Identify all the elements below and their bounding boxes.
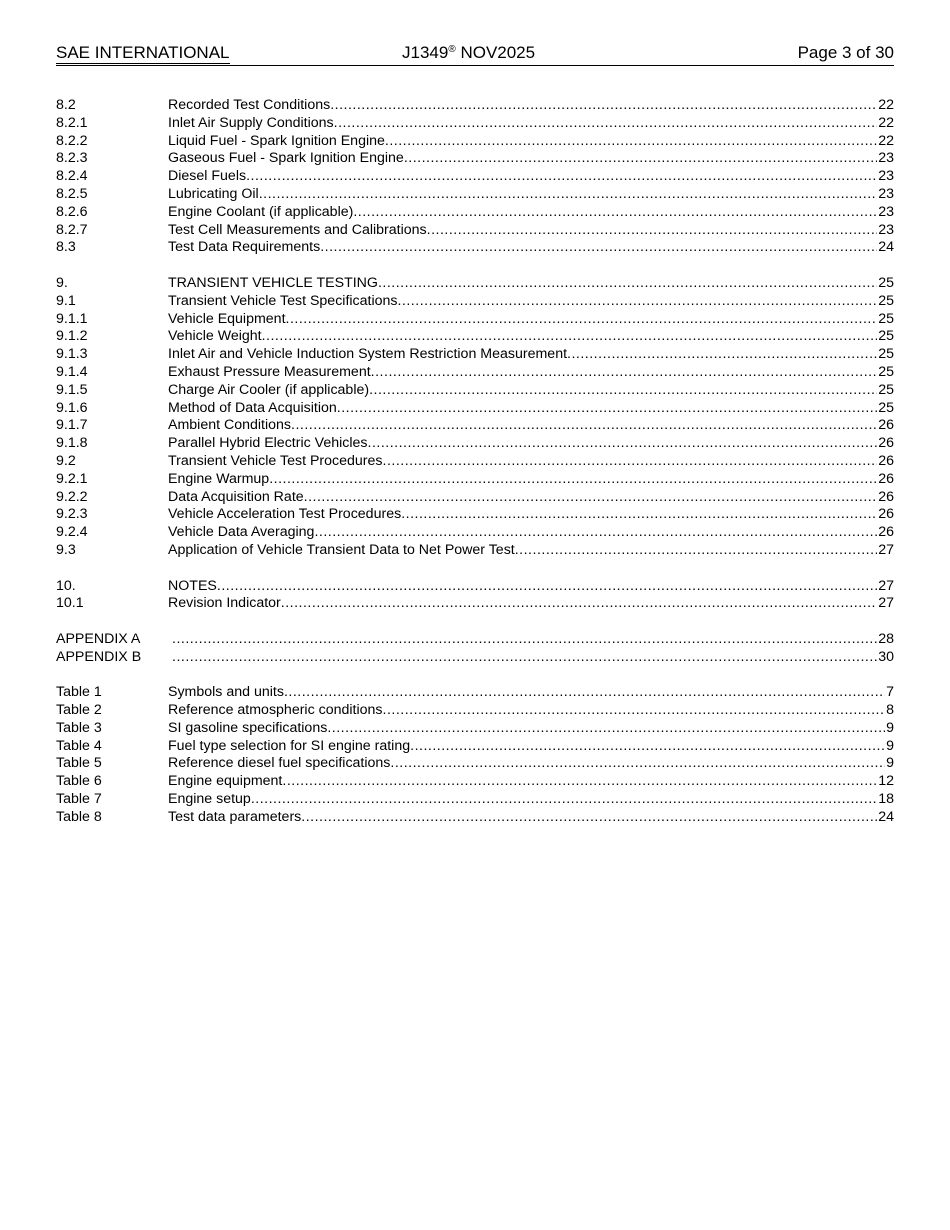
table-of-contents bbox=[56, 97, 894, 827]
dot-leader bbox=[337, 400, 877, 418]
toc-entry-number: 8.2.6 bbox=[56, 203, 88, 220]
toc-entry-number: Table 2 bbox=[56, 702, 102, 719]
toc-entry-title: Revision Indicator bbox=[168, 595, 281, 612]
toc-entry-body bbox=[168, 168, 894, 186]
toc-entry-number: 9.1.6 bbox=[56, 399, 88, 416]
toc-entry-body bbox=[168, 542, 894, 560]
toc-entry[interactable] bbox=[56, 471, 894, 489]
toc-entry[interactable] bbox=[56, 720, 894, 738]
dot-leader bbox=[353, 204, 877, 222]
toc-entry[interactable] bbox=[56, 346, 894, 364]
toc-entry-page: 23 bbox=[878, 185, 894, 202]
toc-entry[interactable] bbox=[56, 186, 894, 204]
document-code: J1349 bbox=[402, 43, 449, 62]
toc-entry-body bbox=[168, 328, 894, 346]
toc-entry[interactable] bbox=[56, 400, 894, 418]
toc-entry-number: 8.2.5 bbox=[56, 185, 88, 202]
toc-entry[interactable] bbox=[56, 222, 894, 240]
toc-entry[interactable] bbox=[56, 97, 894, 115]
dot-leader bbox=[269, 471, 877, 489]
toc-entry-page: 28 bbox=[878, 630, 894, 647]
toc-entry-title: Inlet Air and Vehicle Induction System Restriction Measurement bbox=[168, 346, 568, 363]
toc-entry[interactable] bbox=[56, 791, 894, 809]
toc-entry[interactable] bbox=[56, 595, 894, 613]
toc-entry-page: 27 bbox=[878, 595, 894, 612]
dot-leader bbox=[172, 631, 877, 649]
dot-leader bbox=[320, 239, 877, 257]
toc-entry-body bbox=[168, 204, 894, 222]
page-number: Page 3 of 30 bbox=[797, 43, 894, 62]
toc-entry-title: SI gasoline specifications bbox=[168, 719, 328, 736]
toc-entry[interactable] bbox=[56, 631, 894, 649]
dot-leader bbox=[217, 578, 877, 596]
toc-entry-title: Reference diesel fuel specifications bbox=[168, 755, 391, 772]
toc-entry-number: 9. bbox=[56, 274, 68, 291]
dot-leader bbox=[281, 595, 877, 613]
toc-entry[interactable] bbox=[56, 702, 894, 720]
toc-entry-page: 25 bbox=[878, 346, 894, 363]
document-date: NOV2025 bbox=[460, 43, 536, 62]
toc-entry-number: 8.3 bbox=[56, 239, 76, 256]
toc-entry-number: 9.1.4 bbox=[56, 363, 88, 380]
dot-leader bbox=[327, 720, 885, 738]
toc-entry-body bbox=[168, 346, 894, 364]
toc-entry[interactable] bbox=[56, 773, 894, 791]
dot-leader bbox=[314, 524, 877, 542]
dot-leader bbox=[304, 489, 878, 507]
toc-entry-page: 12 bbox=[878, 773, 894, 790]
toc-entry-number: 9.3 bbox=[56, 541, 76, 558]
page-header bbox=[56, 43, 894, 66]
toc-group bbox=[56, 631, 894, 667]
toc-entry-number: 9.1.2 bbox=[56, 328, 88, 345]
toc-entry-page: 26 bbox=[878, 506, 894, 523]
toc-entry-number: 9.2.1 bbox=[56, 470, 88, 487]
toc-entry-page: 25 bbox=[878, 399, 894, 416]
dot-leader bbox=[397, 293, 877, 311]
toc-entry-body bbox=[168, 97, 894, 115]
toc-entry[interactable] bbox=[56, 809, 894, 827]
toc-entry-body bbox=[168, 311, 894, 329]
toc-entry-title: Liquid Fuel - Spark Ignition Engine bbox=[168, 132, 385, 149]
toc-entry-page: 22 bbox=[878, 132, 894, 149]
toc-group bbox=[56, 97, 894, 257]
toc-entry-number: 9.2.4 bbox=[56, 524, 88, 541]
dot-leader bbox=[330, 97, 877, 115]
toc-entry-body bbox=[168, 578, 894, 596]
toc-entry-page: 23 bbox=[878, 221, 894, 238]
toc-entry[interactable] bbox=[56, 293, 894, 311]
toc-entry-title: NOTES bbox=[168, 577, 217, 594]
dot-leader bbox=[369, 382, 877, 400]
toc-entry-body bbox=[168, 382, 894, 400]
toc-entry-page: 25 bbox=[878, 381, 894, 398]
toc-entry-body bbox=[168, 720, 894, 738]
toc-entry-body bbox=[168, 239, 894, 257]
dot-leader bbox=[567, 346, 877, 364]
toc-entry-number: 9.2.2 bbox=[56, 488, 88, 505]
toc-entry-title: Engine equipment bbox=[168, 773, 283, 790]
toc-entry-body bbox=[168, 755, 894, 773]
toc-entry-body bbox=[168, 453, 894, 471]
toc-entry-number: 8.2 bbox=[56, 97, 76, 113]
toc-entry[interactable] bbox=[56, 168, 894, 186]
toc-entry-body bbox=[168, 222, 894, 240]
toc-entry-page: 9 bbox=[886, 719, 894, 736]
toc-entry-title: TRANSIENT VEHICLE TESTING bbox=[168, 274, 378, 291]
toc-entry-page: 22 bbox=[878, 97, 894, 113]
toc-entry-title: Diesel Fuels bbox=[168, 168, 247, 185]
toc-entry-number: APPENDIX A bbox=[56, 630, 141, 647]
dot-leader bbox=[383, 453, 878, 471]
toc-entry-body bbox=[168, 115, 894, 133]
toc-entry[interactable] bbox=[56, 311, 894, 329]
toc-entry-page: 27 bbox=[878, 541, 894, 558]
toc-entry-body bbox=[168, 293, 894, 311]
toc-entry-number: Table 1 bbox=[56, 684, 102, 701]
toc-entry[interactable] bbox=[56, 738, 894, 756]
toc-entry-title: Exhaust Pressure Measurement bbox=[168, 363, 371, 380]
toc-entry[interactable] bbox=[56, 364, 894, 382]
toc-entry-number: 8.2.3 bbox=[56, 150, 88, 167]
toc-group bbox=[56, 275, 894, 560]
toc-entry-body bbox=[168, 471, 894, 489]
toc-entry-number: 10. bbox=[56, 577, 76, 594]
toc-entry-page: 26 bbox=[878, 435, 894, 452]
toc-entry-title: Vehicle Acceleration Test Procedures bbox=[168, 506, 402, 523]
toc-entry-number: 9.1.3 bbox=[56, 346, 88, 363]
toc-entry-page: 25 bbox=[878, 292, 894, 309]
toc-entry-title: Vehicle Data Averaging bbox=[168, 524, 315, 541]
toc-entry-title: Vehicle Equipment bbox=[168, 310, 286, 327]
toc-entry-number: 8.2.2 bbox=[56, 132, 88, 149]
toc-entry-page: 26 bbox=[878, 470, 894, 487]
toc-entry-body bbox=[168, 275, 894, 293]
toc-entry-title: Transient Vehicle Test Specifications bbox=[168, 292, 398, 309]
dot-leader bbox=[404, 150, 877, 168]
toc-entry-title: Symbols and units bbox=[168, 684, 284, 701]
toc-entry-body bbox=[168, 435, 894, 453]
toc-entry[interactable] bbox=[56, 578, 894, 596]
toc-entry-page: 25 bbox=[878, 310, 894, 327]
toc-entry-number: Table 3 bbox=[56, 719, 102, 736]
toc-entry-body bbox=[168, 489, 894, 507]
toc-entry[interactable] bbox=[56, 150, 894, 168]
toc-entry[interactable] bbox=[56, 453, 894, 471]
dot-leader bbox=[286, 311, 878, 329]
dot-leader bbox=[251, 791, 877, 809]
toc-entry[interactable] bbox=[56, 506, 894, 524]
toc-entry-number: 10.1 bbox=[56, 595, 84, 612]
dot-leader bbox=[410, 738, 885, 756]
toc-entry-number: 9.1.1 bbox=[56, 310, 88, 327]
toc-entry-number: 8.2.7 bbox=[56, 221, 88, 238]
organization-name: SAE INTERNATIONAL bbox=[56, 43, 230, 62]
toc-entry-page: 9 bbox=[886, 755, 894, 772]
toc-entry-title: Method of Data Acquisition bbox=[168, 399, 337, 416]
toc-entry[interactable] bbox=[56, 684, 894, 702]
toc-entry-body bbox=[168, 809, 894, 827]
toc-entry-page: 26 bbox=[878, 452, 894, 469]
toc-group bbox=[56, 684, 894, 826]
toc-entry-number: Table 7 bbox=[56, 791, 102, 808]
toc-entry-body bbox=[168, 364, 894, 382]
toc-entry-body bbox=[172, 649, 894, 667]
dot-leader bbox=[246, 168, 877, 186]
toc-entry-title: Fuel type selection for SI engine rating bbox=[168, 737, 411, 754]
toc-entry-title: Inlet Air Supply Conditions bbox=[168, 114, 334, 131]
toc-entry-body bbox=[168, 524, 894, 542]
toc-entry-number: 8.2.1 bbox=[56, 114, 88, 131]
dot-leader bbox=[515, 542, 877, 560]
toc-entry-page: 23 bbox=[878, 150, 894, 167]
dot-leader bbox=[378, 275, 877, 293]
dot-leader bbox=[172, 649, 877, 667]
toc-entry-body bbox=[168, 702, 894, 720]
toc-entry-body bbox=[172, 631, 894, 649]
toc-entry-number: 9.1.8 bbox=[56, 435, 88, 452]
toc-entry-page: 30 bbox=[878, 648, 894, 665]
toc-entry-body bbox=[168, 791, 894, 809]
toc-entry-title: Charge Air Cooler (if applicable) bbox=[168, 381, 370, 398]
toc-entry-body bbox=[168, 133, 894, 151]
toc-entry-title: Test Data Requirements bbox=[168, 239, 321, 256]
toc-entry-number: 9.1.7 bbox=[56, 417, 88, 434]
toc-entry-page: 24 bbox=[878, 808, 894, 825]
toc-entry-page: 7 bbox=[886, 684, 894, 701]
toc-entry-body bbox=[168, 400, 894, 418]
toc-entry-title: Parallel Hybrid Electric Vehicles bbox=[168, 435, 368, 452]
toc-entry-body bbox=[168, 186, 894, 204]
dot-leader bbox=[385, 133, 877, 151]
toc-entry-page: 27 bbox=[878, 577, 894, 594]
dot-leader bbox=[301, 809, 877, 827]
toc-entry-body bbox=[168, 684, 894, 702]
dot-leader bbox=[334, 115, 878, 133]
toc-entry[interactable] bbox=[56, 649, 894, 667]
toc-entry[interactable] bbox=[56, 239, 894, 257]
toc-entry-body bbox=[168, 417, 894, 435]
toc-entry-page: 25 bbox=[878, 328, 894, 345]
toc-entry-title: Recorded Test Conditions bbox=[168, 97, 331, 113]
toc-entry-page: 25 bbox=[878, 274, 894, 291]
toc-entry-body bbox=[168, 773, 894, 791]
dot-leader bbox=[427, 222, 878, 240]
toc-entry-body bbox=[168, 595, 894, 613]
dot-leader bbox=[383, 702, 886, 720]
toc-entry-title: Data Acquisition Rate bbox=[168, 488, 304, 505]
toc-entry-title: Engine Warmup bbox=[168, 470, 270, 487]
toc-entry-page: 22 bbox=[878, 114, 894, 131]
dot-leader bbox=[390, 755, 885, 773]
toc-entry[interactable] bbox=[56, 204, 894, 222]
dot-leader bbox=[282, 773, 877, 791]
toc-entry-title: Engine Coolant (if applicable) bbox=[168, 203, 354, 220]
toc-entry-number: Table 5 bbox=[56, 755, 102, 772]
toc-entry[interactable] bbox=[56, 435, 894, 453]
dot-leader bbox=[371, 364, 878, 382]
toc-entry-title: Application of Vehicle Transient Data to Net Power Test bbox=[168, 541, 515, 558]
toc-entry-title: Vehicle Weight bbox=[168, 328, 262, 345]
toc-entry-body bbox=[168, 150, 894, 168]
toc-entry-page: 26 bbox=[878, 524, 894, 541]
dot-leader bbox=[401, 506, 877, 524]
dot-leader bbox=[368, 435, 878, 453]
toc-entry[interactable] bbox=[56, 524, 894, 542]
toc-entry-title: Reference atmospheric conditions bbox=[168, 702, 383, 719]
toc-entry-number: 8.2.4 bbox=[56, 168, 88, 185]
toc-entry[interactable] bbox=[56, 328, 894, 346]
toc-entry-page: 18 bbox=[878, 791, 894, 808]
toc-entry-number: Table 4 bbox=[56, 737, 102, 754]
toc-entry-number: Table 6 bbox=[56, 773, 102, 790]
toc-entry[interactable] bbox=[56, 417, 894, 435]
dot-leader bbox=[291, 417, 877, 435]
registered-mark: ® bbox=[448, 44, 456, 55]
toc-entry[interactable] bbox=[56, 275, 894, 293]
toc-entry[interactable] bbox=[56, 382, 894, 400]
toc-entry-title: Lubricating Oil bbox=[168, 185, 259, 202]
toc-entry-number: 9.1 bbox=[56, 292, 76, 309]
toc-entry[interactable] bbox=[56, 755, 894, 773]
toc-entry-body bbox=[168, 506, 894, 524]
toc-entry-title: Test Cell Measurements and Calibrations bbox=[168, 221, 427, 238]
toc-entry-title: Test data parameters bbox=[168, 808, 302, 825]
toc-entry[interactable] bbox=[56, 115, 894, 133]
toc-entry-title: Ambient Conditions bbox=[168, 417, 292, 434]
toc-entry-number: 9.2.3 bbox=[56, 506, 88, 523]
toc-entry[interactable] bbox=[56, 542, 894, 560]
toc-entry-number: Table 8 bbox=[56, 808, 102, 825]
toc-entry-page: 26 bbox=[878, 488, 894, 505]
toc-entry-number: 9.1.5 bbox=[56, 381, 88, 398]
dot-leader bbox=[284, 684, 885, 702]
toc-group bbox=[56, 578, 894, 614]
toc-entry[interactable] bbox=[56, 133, 894, 151]
toc-entry-page: 23 bbox=[878, 203, 894, 220]
toc-entry[interactable] bbox=[56, 489, 894, 507]
document-number bbox=[402, 43, 535, 63]
toc-entry-page: 9 bbox=[886, 737, 894, 754]
toc-entry-page: 26 bbox=[878, 417, 894, 434]
toc-entry-number: APPENDIX B bbox=[56, 648, 142, 665]
toc-entry-title: Engine setup bbox=[168, 791, 251, 808]
toc-entry-title: Transient Vehicle Test Procedures bbox=[168, 452, 383, 469]
toc-entry-body bbox=[168, 738, 894, 756]
toc-entry-page: 8 bbox=[886, 702, 894, 719]
dot-leader bbox=[262, 328, 878, 346]
toc-entry-title: Gaseous Fuel - Spark Ignition Engine bbox=[168, 150, 404, 167]
toc-entry-page: 23 bbox=[878, 168, 894, 185]
dot-leader bbox=[259, 186, 878, 204]
toc-entry-number: 9.2 bbox=[56, 452, 76, 469]
toc-entry-page: 24 bbox=[878, 239, 894, 256]
toc-entry-page: 25 bbox=[878, 363, 894, 380]
